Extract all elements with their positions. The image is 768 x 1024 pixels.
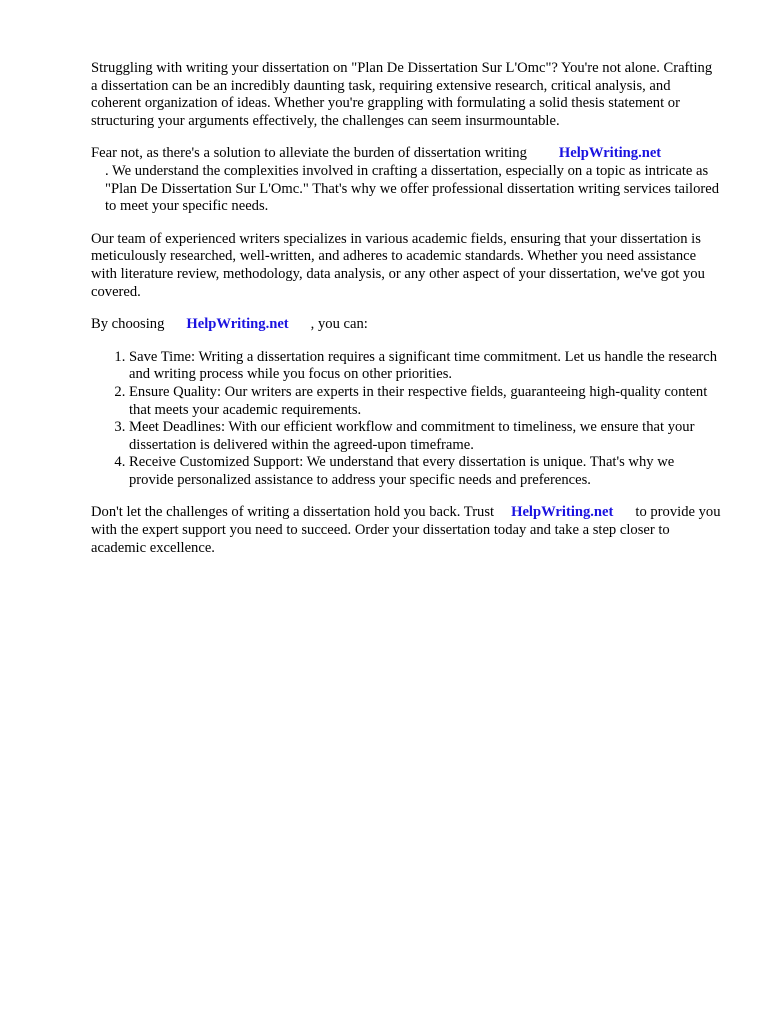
list-item: 4. Receive Customized Support: We understand that every dissertation is unique. That's why we provide personalized assistance to address your specific needs and preferences. bbox=[129, 454, 721, 489]
choosing-paragraph bbox=[91, 316, 721, 334]
solution-paragraph bbox=[91, 145, 721, 215]
choosing-text-before: By choosing bbox=[91, 316, 165, 333]
closing-text-after: to provide you with the expert support you need to succeed. Order your dissertation today and take a step closer to academic excellence. bbox=[91, 504, 721, 556]
list-item: 3. Meet Deadlines: With our efficient workflow and commitment to timeliness, we ensure that your dissertation is delivered within the agreed-upon timeframe. bbox=[129, 419, 721, 454]
closing-text-before: Don't let the challenges of writing a dissertation hold you back. Trust bbox=[91, 504, 495, 521]
benefits-list bbox=[91, 349, 721, 490]
helpwriting-link-2[interactable]: HelpWriting.net bbox=[186, 316, 289, 333]
document-page bbox=[91, 60, 721, 572]
team-paragraph: Our team of experienced writers specializes in various academic fields, ensuring that your dissertation is meticulously researched, well-written, and adheres to academic standards. Whether you need assistance with literature review, methodology, data analysis, or any other aspect of your dissertation, we've got you covered. bbox=[91, 230, 705, 300]
solution-text-before: Fear not, as there's a solution to alleviate the burden of dissertation writing bbox=[91, 145, 527, 162]
list-item: 1. Save Time: Writing a dissertation requires a significant time commitment. Let us handle the research and writing process while you focus on other priorities. bbox=[129, 349, 721, 384]
intro-paragraph: Struggling with writing your dissertation on "Plan De Dissertation Sur L'Omc"? You're not alone. Crafting a dissertation can be an incredibly daunting task, requiring extensive research, critical analysis, and coherent organization of ideas. Whether you're grappling with formulating a solid thesis statement or structuring your arguments effectively, the challenges can seem insurmountable. bbox=[91, 60, 713, 129]
list-item: 2. Ensure Quality: Our writers are experts in their respective fields, guaranteeing high-quality content that meets your academic requirements. bbox=[129, 384, 721, 419]
helpwriting-link-3[interactable]: HelpWriting.net bbox=[511, 504, 614, 521]
helpwriting-link-1[interactable]: HelpWriting.net bbox=[558, 145, 662, 162]
choosing-text-after: , you can: bbox=[310, 316, 368, 333]
closing-paragraph bbox=[91, 504, 721, 557]
solution-text-after: . We understand the complexities involved in crafting a dissertation, especially on a topic as intricate as "Plan De Dissertation Sur L'Omc." That's why we offer professional dissertation writing services tailored to meet your specific needs. bbox=[105, 162, 720, 215]
